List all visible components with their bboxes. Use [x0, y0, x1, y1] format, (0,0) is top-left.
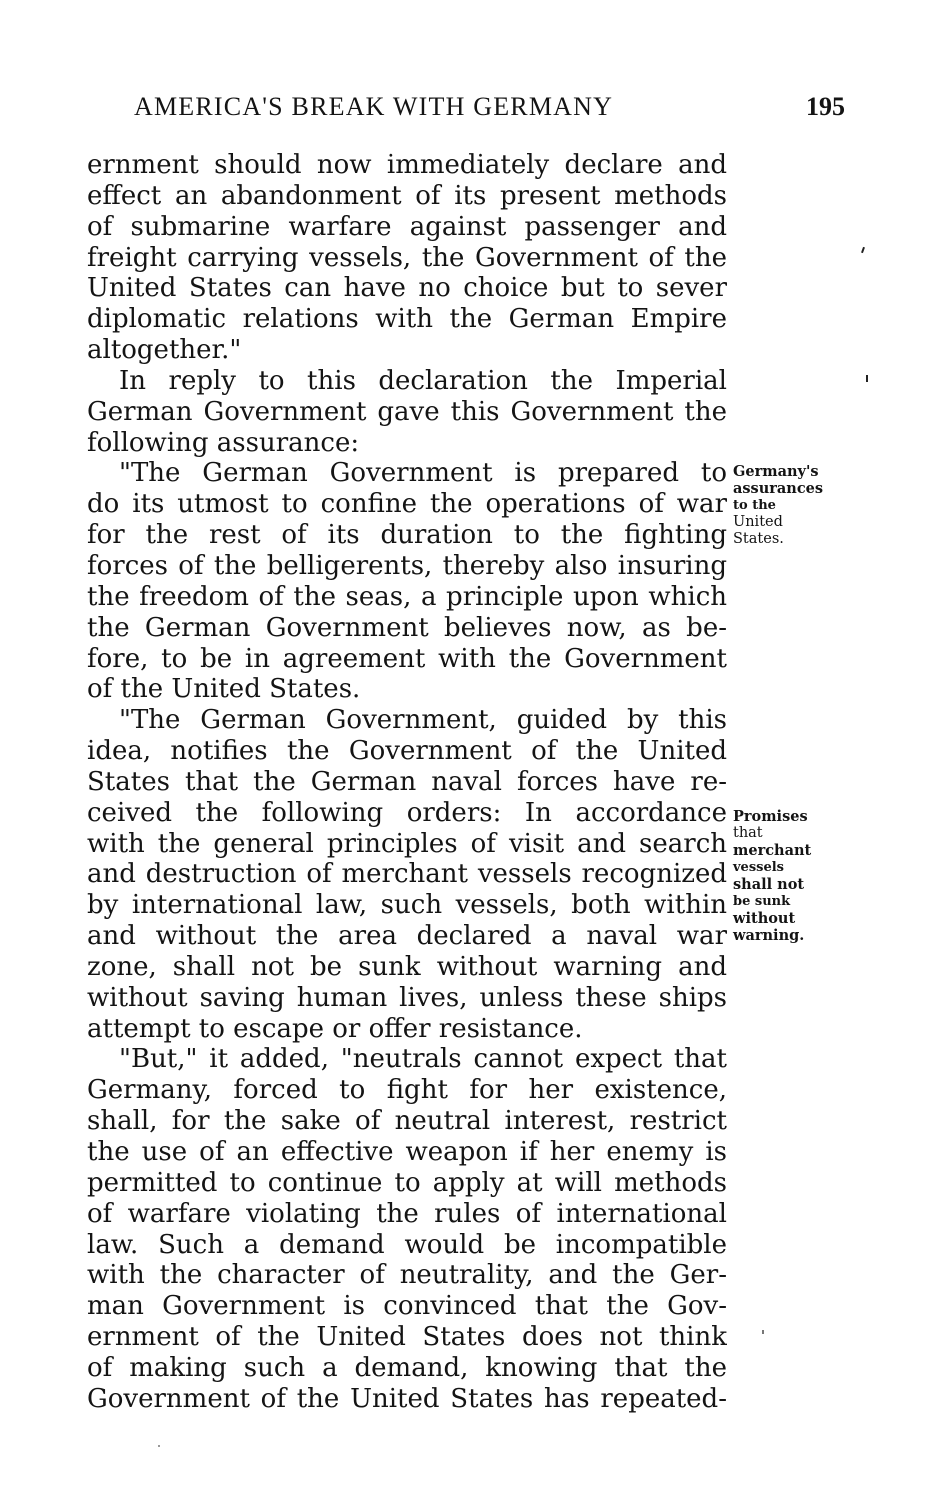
text-line: with the character of neutrality, and the Ger- — [87, 1260, 727, 1291]
text-line: the German Government believes now, as be- — [87, 612, 727, 643]
margin-note-promises — [733, 808, 811, 944]
margin-note-line: without — [733, 910, 796, 927]
margin-note-line: that — [733, 825, 763, 841]
text-line: German Government gave this Government the — [87, 396, 727, 427]
text-line: man Government is convinced that the Gov- — [87, 1291, 727, 1322]
text-line: of making such a demand, knowing that the — [87, 1352, 727, 1383]
text-line: do its utmost to confine the operations of war — [87, 489, 727, 520]
text-line: following assurance: — [87, 427, 360, 458]
text-line: effect an abandonment of its present methods — [87, 180, 727, 211]
text-line: "The German Government is prepared to — [119, 458, 727, 489]
text-line: ceived the following orders: In accordance — [87, 797, 727, 828]
text-line: without saving human lives, unless these ships — [87, 982, 727, 1013]
text-line: freight carrying vessels, the Government of the — [87, 242, 727, 273]
margin-note-line: be sunk — [733, 894, 791, 909]
text-line: shall, for the sake of neutral interest, restrict — [87, 1106, 727, 1137]
text-line: with the general principles of visit and search — [87, 828, 727, 859]
text-line: attempt to escape or offer resistance. — [87, 1013, 583, 1044]
margin-note-line: to the — [733, 498, 776, 513]
body-text — [87, 150, 727, 1415]
text-line: the use of an effective weapon if her enemy is — [87, 1137, 727, 1167]
text-line: for the rest of its duration to the fighting — [87, 520, 727, 551]
text-line: ernment should now immediately declare and — [87, 150, 727, 180]
text-line: and without the area declared a naval war — [87, 921, 727, 952]
print-speck — [158, 1445, 160, 1447]
margin-note-line: warning. — [733, 927, 805, 944]
text-line: of submarine warfare against passenger and — [87, 211, 727, 242]
text-line: "But," it added, "neutrals cannot expect that — [119, 1044, 727, 1075]
text-line: ernment of the United States does not think — [87, 1322, 727, 1353]
margin-note-line: assurances — [733, 480, 824, 497]
margin-note-line: States. — [733, 531, 784, 547]
text-line: by international law, such vessels, both within — [87, 890, 727, 921]
margin-note-line: United — [733, 514, 783, 530]
margin-note-line: Germany's — [733, 463, 819, 480]
margin-note-line: shall not — [733, 876, 805, 893]
text-line: zone, shall not be sunk without warning and — [87, 951, 727, 982]
print-speck — [762, 1330, 764, 1334]
running-header — [108, 88, 845, 128]
text-line: Government of the United States has repeated- — [87, 1383, 727, 1414]
text-line: idea, notifies the Government of the United — [87, 736, 727, 767]
text-line: and destruction of merchant vessels recognized — [87, 859, 727, 890]
margin-note-line: vessels — [733, 860, 784, 875]
print-speck — [861, 247, 865, 253]
text-line: diplomatic relations with the German Empire — [87, 304, 727, 335]
page-number: 195 — [806, 92, 845, 121]
text-line: of warfare violating the rules of international — [87, 1198, 727, 1229]
text-line: forces of the belligerents, thereby also insuring — [87, 550, 727, 581]
text-line: fore, to be in agreement with the Government — [87, 643, 727, 674]
margin-note-line: Promises — [733, 808, 808, 825]
text-line: Germany, forced to fight for her existence, — [87, 1075, 727, 1106]
text-line: of the United States. — [87, 674, 361, 705]
margin-note-assurances — [733, 463, 823, 548]
running-title: AMERICA'S BREAK WITH GERMANY — [134, 92, 614, 121]
text-line: States that the German naval forces have re- — [87, 766, 727, 797]
text-line: permitted to continue to apply at will methods — [87, 1167, 727, 1198]
text-line: the freedom of the seas, a principle upon which — [87, 581, 727, 612]
text-line: In reply to this declaration the Imperial — [119, 365, 727, 396]
text-line: law. Such a demand would be incompatible — [87, 1229, 727, 1260]
text-line: altogether." — [87, 335, 242, 366]
text-line: United States can have no choice but to sever — [87, 273, 727, 304]
text-line: "The German Government, guided by this — [119, 705, 727, 736]
margin-note-line: merchant — [733, 842, 812, 859]
print-speck — [866, 375, 868, 382]
